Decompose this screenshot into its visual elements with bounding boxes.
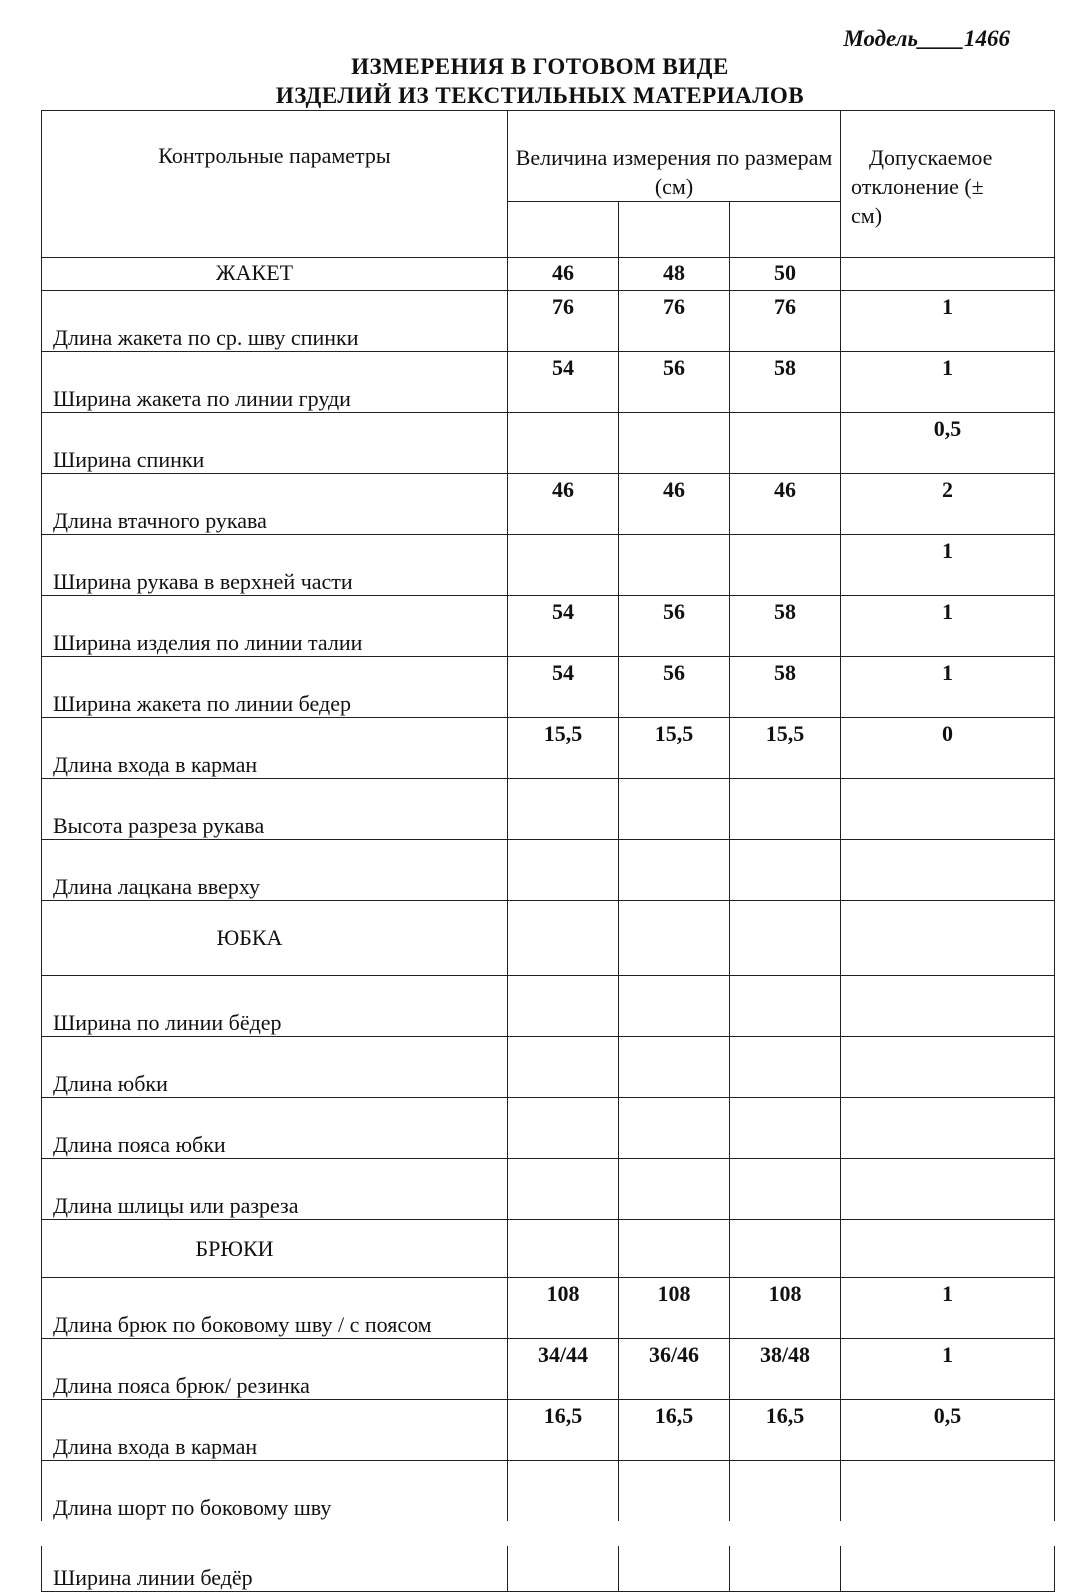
parameter-label: Ширина жакета по линии бедер (42, 657, 508, 718)
tolerance-value: 1 (841, 535, 1055, 596)
parameter-label: Длина шорт по боковому шву (42, 1461, 508, 1522)
section-row-trousers (42, 1220, 1055, 1278)
measurement-value: 58 (730, 596, 841, 657)
measurement-value (619, 1037, 730, 1098)
tolerance-value: 0,5 (841, 413, 1055, 474)
measurement-value (508, 1461, 619, 1522)
table-row (42, 1339, 1055, 1400)
table-row (42, 291, 1055, 352)
measurement-value: 76 (619, 291, 730, 352)
parameter-label: Ширина по линии бёдер (42, 976, 508, 1037)
header-tolerance-line-3: см) (851, 203, 883, 228)
parameter-label: Ширина спинки (42, 413, 508, 474)
measurement-value (508, 535, 619, 596)
parameter-label: Длина жакета по ср. шву спинки (42, 291, 508, 352)
jacket-rows (42, 291, 1055, 901)
table-row (42, 413, 1055, 474)
parameter-label: Ширина рукава в верхней части (42, 535, 508, 596)
header-tolerance-line-2: отклонение (± (851, 174, 984, 199)
document-title-line-2: ИЗДЕЛИЙ ИЗ ТЕКСТИЛЬНЫХ МАТЕРИАЛОВ (275, 83, 805, 108)
measurement-value: 56 (619, 352, 730, 413)
measurement-value (730, 1098, 841, 1159)
header-size-cell (730, 202, 841, 258)
table-row (42, 779, 1055, 840)
tolerance-value: 0 (841, 718, 1055, 779)
measurement-value: 108 (619, 1278, 730, 1339)
measurement-value: 16,5 (619, 1400, 730, 1461)
table-cell (841, 1220, 1055, 1278)
table-row (42, 1278, 1055, 1339)
measurement-value: 56 (619, 657, 730, 718)
measurement-value (730, 1159, 841, 1220)
table-row (42, 1098, 1055, 1159)
measurement-value (508, 413, 619, 474)
measurement-value (619, 1461, 730, 1522)
tolerance-value: 1 (841, 1339, 1055, 1400)
table-cell (730, 1220, 841, 1278)
tolerance-value: 1 (841, 657, 1055, 718)
measurement-value (619, 535, 730, 596)
section-label: БРЮКИ (42, 1220, 508, 1278)
document-title-line-1: ИЗМЕРЕНИЯ В ГОТОВОМ ВИДЕ (351, 54, 729, 79)
measurement-value: 46 (730, 474, 841, 535)
measurement-value (508, 976, 619, 1037)
tolerance-value (841, 1098, 1055, 1159)
model-number: Модель____1466 (843, 26, 1010, 51)
tolerance-value: 0,5 (841, 1400, 1055, 1461)
parameter-label: Высота разреза рукава (42, 779, 508, 840)
table-cell (841, 901, 1055, 976)
page-bottom-edge (0, 1521, 1080, 1546)
parameter-label: Длина юбки (42, 1037, 508, 1098)
table-cell (508, 901, 619, 976)
measurement-value: 15,5 (508, 718, 619, 779)
section-label: ЮБКА (42, 901, 508, 976)
table-row (42, 1400, 1055, 1461)
measurement-value: 54 (508, 352, 619, 413)
tolerance-value: 1 (841, 352, 1055, 413)
measurement-value (508, 1159, 619, 1220)
table-row (42, 657, 1055, 718)
measurement-value: 54 (508, 657, 619, 718)
table-row (42, 352, 1055, 413)
table-row (42, 1159, 1055, 1220)
table-cell (619, 901, 730, 976)
table-cell (508, 1220, 619, 1278)
measurement-value: 38/48 (730, 1339, 841, 1400)
table-cell (619, 1220, 730, 1278)
measurement-value (730, 976, 841, 1037)
measurement-value: 46 (508, 474, 619, 535)
header-tolerance (841, 111, 1055, 258)
tolerance-cell (841, 258, 1055, 291)
table-row (42, 718, 1055, 779)
parameter-label: Длина лацкана вверху (42, 840, 508, 901)
measurement-value: 76 (730, 291, 841, 352)
measurement-value (508, 779, 619, 840)
measurement-value: 54 (508, 596, 619, 657)
parameter-label: Длина втачного рукава (42, 474, 508, 535)
measurement-value (508, 840, 619, 901)
measurement-value (619, 1159, 730, 1220)
parameter-label: Длина входа в карман (42, 1400, 508, 1461)
skirt-rows (42, 976, 1055, 1220)
table-row (42, 840, 1055, 901)
section-label: ЖАКЕТ (42, 258, 508, 291)
measurement-value (730, 840, 841, 901)
size-value: 48 (619, 258, 730, 291)
section-row-skirt (42, 901, 1055, 976)
measurement-value: 34/44 (508, 1339, 619, 1400)
measurement-value (619, 840, 730, 901)
measurement-value (508, 1037, 619, 1098)
tolerance-value (841, 1037, 1055, 1098)
measurement-value: 15,5 (619, 718, 730, 779)
tolerance-value (841, 1159, 1055, 1220)
table-cell (730, 901, 841, 976)
parameter-label: Длина брюк по боковому шву / с поясом (42, 1278, 508, 1339)
table-header-row (42, 111, 1055, 202)
parameter-label: Ширина линии бедёр (42, 1522, 508, 1592)
measurement-value (619, 1098, 730, 1159)
tolerance-value (841, 840, 1055, 901)
parameter-label: Длина пояса юбки (42, 1098, 508, 1159)
measurements-table (41, 110, 1055, 1592)
tolerance-value (841, 779, 1055, 840)
header-measurement-by-size: Величина измерения по размерам (см) (508, 111, 841, 202)
parameter-label: Длина пояса брюк/ резинка (42, 1339, 508, 1400)
measurement-value: 15,5 (730, 718, 841, 779)
section-row-jacket (42, 258, 1055, 291)
parameter-label: Длина входа в карман (42, 718, 508, 779)
size-value: 50 (730, 258, 841, 291)
measurement-value: 56 (619, 596, 730, 657)
size-value: 46 (508, 258, 619, 291)
table-row (42, 976, 1055, 1037)
measurement-value: 108 (508, 1278, 619, 1339)
tolerance-value: 2 (841, 474, 1055, 535)
measurement-value: 58 (730, 657, 841, 718)
parameter-label: Длина шлицы или разреза (42, 1159, 508, 1220)
measurement-value (730, 413, 841, 474)
header-size-cell (619, 202, 730, 258)
parameter-label: Ширина изделия по линии талии (42, 596, 508, 657)
tolerance-value (841, 976, 1055, 1037)
table-row (42, 535, 1055, 596)
table-row (42, 1037, 1055, 1098)
tolerance-value: 1 (841, 291, 1055, 352)
measurement-value (619, 779, 730, 840)
header-size-cell (508, 202, 619, 258)
tolerance-value: 1 (841, 596, 1055, 657)
measurement-value: 76 (508, 291, 619, 352)
measurement-value: 46 (619, 474, 730, 535)
table-row (42, 596, 1055, 657)
measurement-value: 108 (730, 1278, 841, 1339)
measurement-value: 16,5 (508, 1400, 619, 1461)
measurement-value (508, 1098, 619, 1159)
measurement-value: 58 (730, 352, 841, 413)
tolerance-value (841, 1461, 1055, 1522)
measurement-value (619, 976, 730, 1037)
tolerance-value: 1 (841, 1278, 1055, 1339)
measurement-value (730, 1461, 841, 1522)
measurement-value (730, 1037, 841, 1098)
header-tolerance-line-1: Допускаемое (869, 145, 993, 170)
parameter-label: Ширина жакета по линии груди (42, 352, 508, 413)
measurement-value: 36/46 (619, 1339, 730, 1400)
measurement-value: 16,5 (730, 1400, 841, 1461)
table-row (42, 474, 1055, 535)
table-row (42, 1461, 1055, 1522)
measurement-value (730, 779, 841, 840)
header-control-parameters: Контрольные параметры (42, 111, 508, 258)
measurement-value (619, 413, 730, 474)
measurement-value (730, 535, 841, 596)
